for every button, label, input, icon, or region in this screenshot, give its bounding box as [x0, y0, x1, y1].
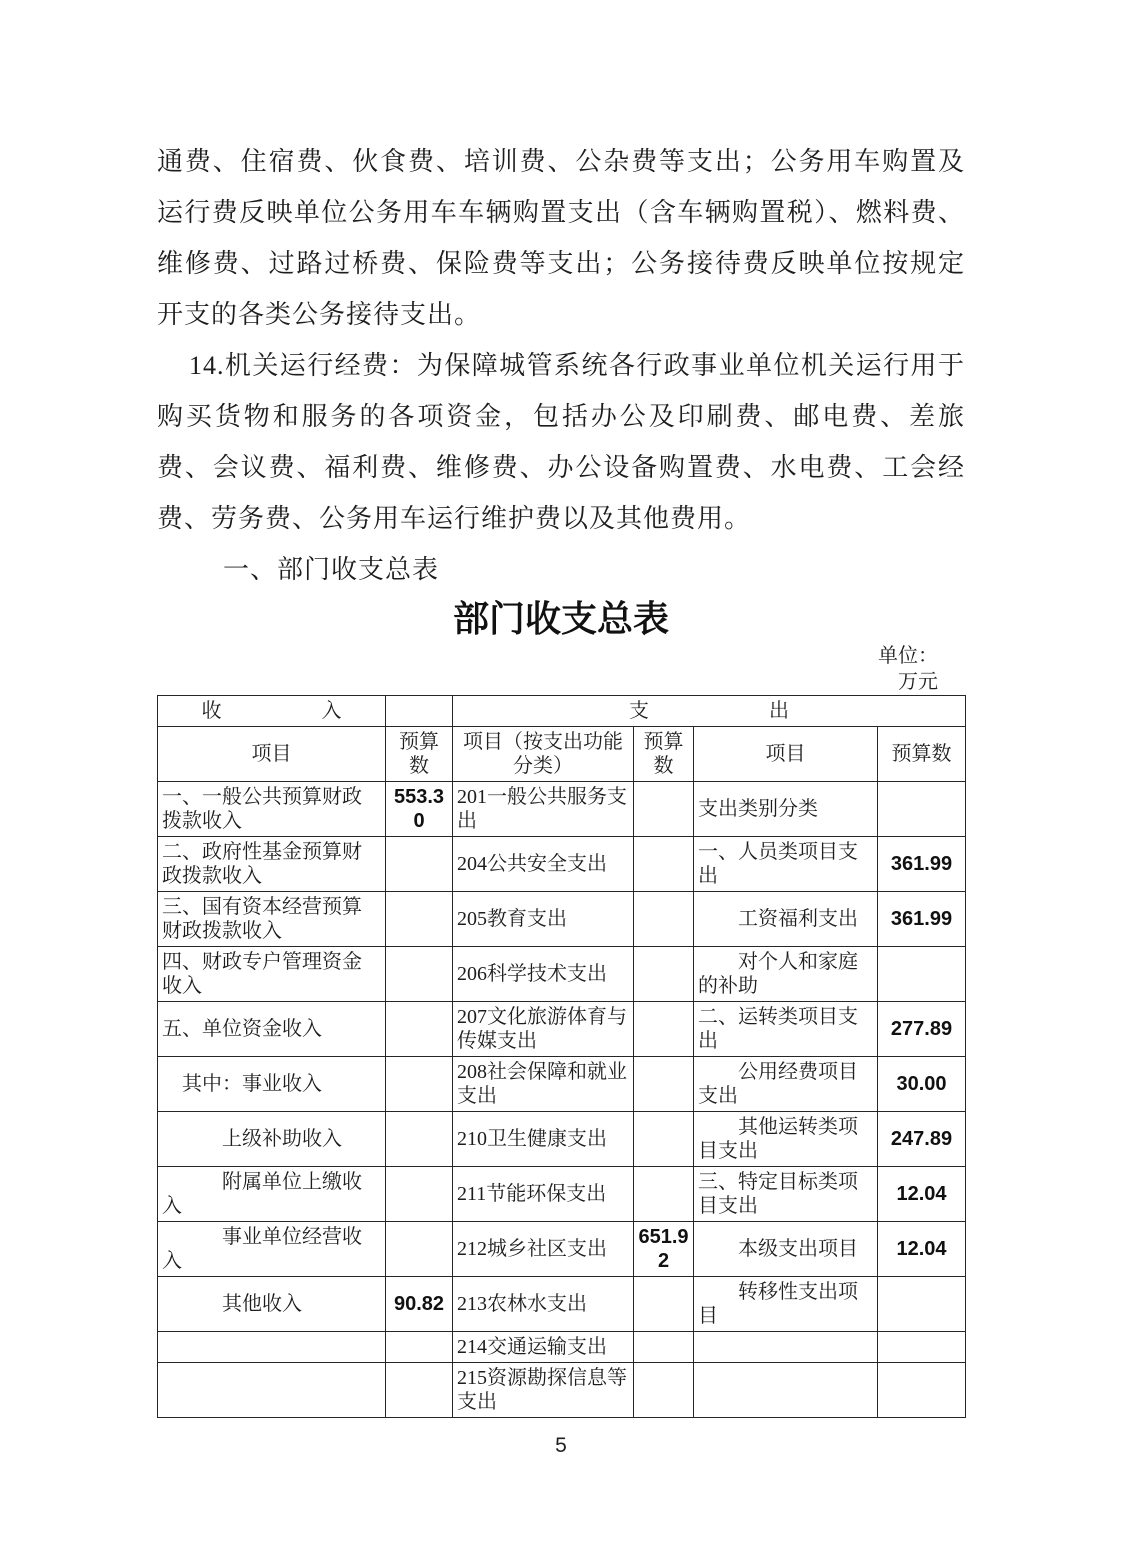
table-cell: 207文化旅游体育与传媒支出 [453, 1002, 634, 1057]
table-cell: 三、国有资本经营预算财政拨款收入 [158, 892, 386, 947]
table-body [158, 782, 966, 1418]
table-cell [634, 1332, 694, 1363]
table-cell: 转移性支出项目 [694, 1277, 878, 1332]
table-header-columns-row [158, 727, 966, 782]
table-cell: 361.99 [878, 837, 966, 892]
table-cell: 工资福利支出 [694, 892, 878, 947]
table-cell: 206科学技术支出 [453, 947, 634, 1002]
paragraph-continuation: 通费、住宿费、伙食费、培训费、公杂费等支出；公务用车购置及运行费反映单位公务用车车辆购置支出（含车辆购置税）、燃料费、维修费、过路过桥费、保险费等支出；公务接待费反映单位按规定开支的各类公务接待支出。 [157, 147, 965, 329]
table-cell [634, 1112, 694, 1167]
table-row [158, 892, 966, 947]
table-row [158, 837, 966, 892]
unit-note [157, 643, 965, 695]
table-cell: 212城乡社区支出 [453, 1222, 634, 1277]
column-header-expenditure-budget: 预算数 [878, 727, 966, 782]
table-row [158, 947, 966, 1002]
table-cell: 其他收入 [158, 1277, 386, 1332]
table-cell: 支出类别分类 [694, 782, 878, 837]
table-cell [386, 1332, 453, 1363]
table-cell: 247.89 [878, 1112, 966, 1167]
table-cell [386, 947, 453, 1002]
table-cell: 二、政府性基金预算财政拨款收入 [158, 837, 386, 892]
column-header-function-item: 项目（按支出功能分类） [453, 727, 634, 782]
table-cell [634, 1057, 694, 1112]
table-row [158, 1112, 966, 1167]
table-cell [634, 1167, 694, 1222]
table-cell: 651.92 [634, 1222, 694, 1277]
header-income-budget-spacer [386, 696, 453, 727]
table-cell: 公用经费项目支出 [694, 1057, 878, 1112]
table-row [158, 1222, 966, 1277]
paragraph-section-heading: 一、部门收支总表 [223, 555, 440, 584]
table-cell: 12.04 [878, 1222, 966, 1277]
page-number: 5 [555, 1434, 567, 1457]
table-cell [386, 1167, 453, 1222]
table-row [158, 782, 966, 837]
table-cell [694, 1363, 878, 1418]
table-cell: 二、运转类项目支出 [694, 1002, 878, 1057]
unit-note-line1: 单位： [878, 645, 938, 667]
table-cell [878, 782, 966, 837]
table-cell: 553.30 [386, 782, 453, 837]
column-header-expenditure-item: 项目 [694, 727, 878, 782]
table-cell: 204公共安全支出 [453, 837, 634, 892]
paragraph-item-14: 14.机关运行经费：为保障城管系统各行政事业单位机关运行用于购买货物和服务的各项资金，包括办公及印刷费、邮电费、差旅费、会议费、福利费、维修费、办公设备购置费、水电费、工会经费、劳务费、公务用车运行维护费以及其他费用。 [157, 351, 965, 533]
table-cell: 五、单位资金收入 [158, 1002, 386, 1057]
table-cell: 对个人和家庭的补助 [694, 947, 878, 1002]
table-cell: 211节能环保支出 [453, 1167, 634, 1222]
table-cell: 上级补助收入 [158, 1112, 386, 1167]
table-cell: 三、特定目标类项目支出 [694, 1167, 878, 1222]
table-cell: 90.82 [386, 1277, 453, 1332]
table-cell: 本级支出项目 [694, 1222, 878, 1277]
table-cell: 214交通运输支出 [453, 1332, 634, 1363]
unit-note-line2: 万元 [898, 671, 938, 693]
table-cell: 205教育支出 [453, 892, 634, 947]
table-cell [386, 892, 453, 947]
table-cell [878, 1332, 966, 1363]
column-header-function-budget: 预算数 [634, 727, 694, 782]
table-cell: 213农林水支出 [453, 1277, 634, 1332]
table-cell [386, 837, 453, 892]
table-cell [158, 1332, 386, 1363]
table-cell [386, 1112, 453, 1167]
table-row [158, 1332, 966, 1363]
header-income: 收 入 [158, 696, 386, 727]
body-text [157, 136, 965, 595]
table-row [158, 1277, 966, 1332]
table-cell [634, 892, 694, 947]
table-cell: 30.00 [878, 1057, 966, 1112]
table-cell [634, 1002, 694, 1057]
table-cell: 附属单位上缴收入 [158, 1167, 386, 1222]
table-cell [878, 1277, 966, 1332]
table-cell [386, 1057, 453, 1112]
table-cell [158, 1363, 386, 1418]
table-cell: 事业单位经营收入 [158, 1222, 386, 1277]
table-cell [634, 1363, 694, 1418]
table-cell [878, 1363, 966, 1418]
table-title: 部门收支总表 [452, 598, 669, 639]
table-cell: 361.99 [878, 892, 966, 947]
table-cell [386, 1363, 453, 1418]
table-row [158, 1002, 966, 1057]
table-cell [634, 837, 694, 892]
table-cell: 208社会保障和就业支出 [453, 1057, 634, 1112]
column-header-income-item: 项目 [158, 727, 386, 782]
table-cell: 210卫生健康支出 [453, 1112, 634, 1167]
header-expenditure: 支 出 [453, 696, 966, 727]
table-cell [634, 782, 694, 837]
table-cell: 一、一般公共预算财政拨款收入 [158, 782, 386, 837]
table-cell: 四、财政专户管理资金收入 [158, 947, 386, 1002]
table-cell: 12.04 [878, 1167, 966, 1222]
table-row [158, 1363, 966, 1418]
table-row [158, 1167, 966, 1222]
table-header-group-row [158, 696, 966, 727]
table-cell: 201一般公共服务支出 [453, 782, 634, 837]
table-cell: 一、人员类项目支出 [694, 837, 878, 892]
table-cell: 215资源勘探信息等支出 [453, 1363, 634, 1418]
column-header-income-budget: 预算数 [386, 727, 453, 782]
table-cell [386, 1222, 453, 1277]
table-cell: 其他运转类项目支出 [694, 1112, 878, 1167]
table-cell [634, 1277, 694, 1332]
table-cell: 其中：事业收入 [158, 1057, 386, 1112]
table-cell [634, 947, 694, 1002]
budget-summary-table [157, 695, 966, 1418]
table-cell [386, 1002, 453, 1057]
table-cell: 277.89 [878, 1002, 966, 1057]
table-cell [878, 947, 966, 1002]
table-cell [694, 1332, 878, 1363]
table-row [158, 1057, 966, 1112]
